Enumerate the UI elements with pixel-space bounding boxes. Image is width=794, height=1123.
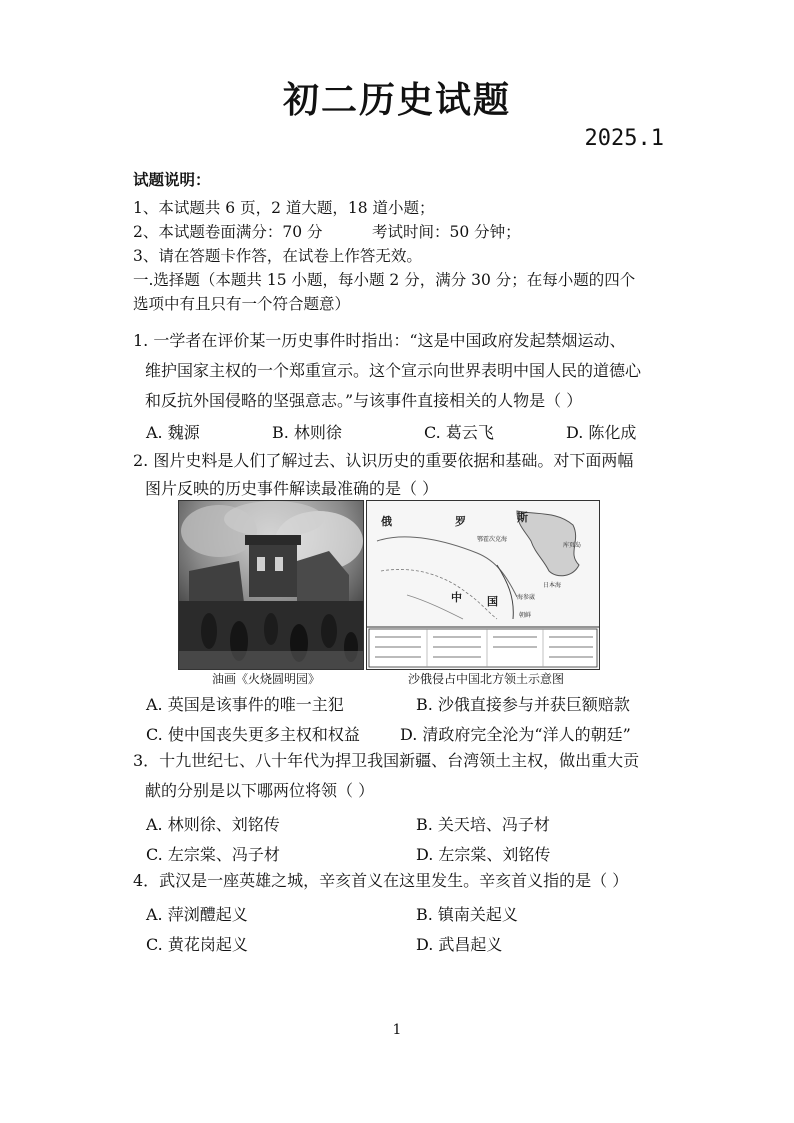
question-2-line: 图片反映的历史事件解读最准确的是（ ） — [145, 479, 439, 498]
section-heading-cont: 选项中有且只有一个符合题意） — [133, 295, 351, 313]
painting-figure — [178, 500, 364, 670]
map-label: 罗 — [455, 515, 466, 528]
map-label: 海参崴 — [517, 594, 536, 601]
page-title: 初二历史试题 — [282, 79, 511, 121]
question-3-line: 3．十九世纪七、八十年代为捍卫我国新疆、台湾领土主权，做出重大贡 — [133, 751, 640, 770]
question-2-option-b: B. 沙俄直接参与并获巨额赔款 — [416, 695, 630, 714]
question-4-option-a: A. 萍浏醴起义 — [146, 905, 248, 924]
map-label: 俄 — [381, 515, 392, 528]
question-1-line: 维护国家主权的一个郑重宣示。这个宣示向世界表明中国人民的道德心 — [145, 361, 642, 380]
question-2-option-a: A. 英国是该事件的唯一主犯 — [146, 695, 344, 714]
question-3-option-c: C. 左宗棠、冯子材 — [146, 845, 280, 864]
figure-caption: 油画《火烧圆明园》 — [212, 672, 321, 686]
question-1-option-b: B. 林则徐 — [272, 423, 342, 442]
question-4-line: 4．武汉是一座英雄之城，辛亥首义在这里发生。辛亥首义指的是（ ） — [133, 871, 629, 890]
instruction-item: 2、本试题卷面满分：70 分 — [133, 223, 323, 241]
map-label: 日本海 — [543, 582, 562, 589]
question-2-option-d: D. 清政府完全沦为“洋人的朝廷” — [400, 725, 631, 744]
instruction-item: 1、本试题共 6 页，2 道大题，18 道小题； — [133, 199, 435, 217]
map-label: 鄂霍次克海 — [477, 536, 508, 543]
exam-time: 考试时间：50 分钟； — [372, 223, 521, 241]
question-2-option-c: C. 使中国丧失更多主权和权益 — [146, 725, 360, 744]
question-3-line: 献的分别是以下哪两位将领（ ） — [145, 781, 375, 800]
question-2-figures — [176, 500, 600, 686]
instructions-heading: 试题说明： — [133, 170, 211, 189]
burning-palace-painting — [179, 501, 363, 669]
question-3-option-d: D. 左宗棠、刘铭传 — [416, 845, 551, 864]
question-2-line: 2. 图片史料是人们了解过去、认识历史的重要依据和基础。对下面两幅 — [133, 451, 634, 470]
question-1-option-d: D. 陈化成 — [566, 423, 637, 442]
page-number: 1 — [392, 1022, 402, 1038]
map-label: 朝鲜 — [519, 612, 532, 619]
question-3-option-a: A. 林则徐、刘铭传 — [146, 815, 280, 834]
question-1-option-a: A. 魏源 — [146, 423, 200, 442]
question-3-option-b: B. 关天培、冯子材 — [416, 815, 550, 834]
map-label: 国 — [487, 595, 498, 608]
question-4-option-d: D. 武昌起义 — [416, 935, 503, 954]
exam-date: 2025.1 — [584, 126, 664, 151]
question-4-option-b: B. 镇南关起义 — [416, 905, 518, 924]
question-1-option-c: C. 葛云飞 — [424, 423, 494, 442]
question-1-line: 1. 一学者在评价某一历史事件时指出：“这是中国政府发起禁烟运动、 — [133, 331, 626, 350]
map-figure — [366, 500, 600, 670]
map-label: 中 — [451, 591, 462, 604]
instruction-item: 3、请在答题卡作答，在试卷上作答无效。 — [133, 247, 422, 265]
map-label: 库页岛 — [563, 542, 582, 549]
question-4-option-c: C. 黄花岗起义 — [146, 935, 248, 954]
question-1-line: 和反抗外国侵略的坚强意志。”与该事件直接相关的人物是（ ） — [145, 391, 583, 410]
map-label: 斯 — [517, 511, 528, 524]
figure-caption: 沙俄侵占中国北方领土示意图 — [408, 672, 565, 686]
northern-territory-map — [367, 501, 599, 669]
section-heading: 一.选择题（本题共 15 小题，每小题 2 分，满分 30 分；在每小题的四个 — [133, 271, 636, 289]
